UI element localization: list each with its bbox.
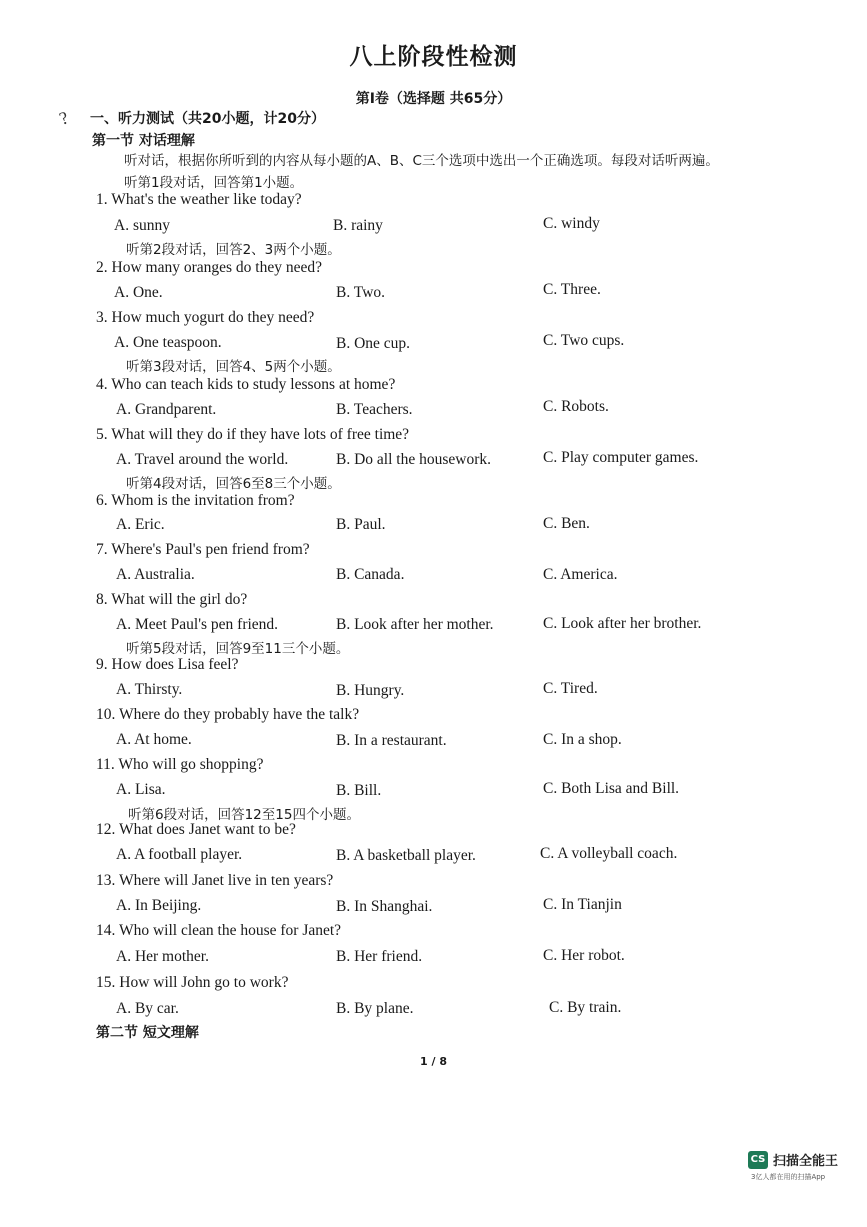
q4-option-a: A. Grandparent. <box>116 401 217 418</box>
scanner-logo-icon: CS <box>748 1151 768 1169</box>
q9-option-c: C. Tired. <box>543 680 598 697</box>
directions-text: 听对话，根据你所听到的内容从每小题的A、B、C三个选项中选出一个正确选项。每段对话听两遍。 <box>124 153 719 169</box>
q13-option-b: B. In Shanghai. <box>336 898 433 915</box>
q13-option-c: C. In Tianjin <box>543 896 622 913</box>
question-3: 3. How much yogurt do they need? <box>96 309 315 326</box>
question-15: 15. How will John go to work? <box>96 974 289 991</box>
q6-option-c: C. Ben. <box>543 515 590 532</box>
q14-option-b: B. Her friend. <box>336 948 423 965</box>
q4-option-b: B. Teachers. <box>336 401 413 418</box>
question-2: 2. How many oranges do they need? <box>96 259 322 276</box>
instruction-1: 听第1段对话，回答第1小题。 <box>124 175 304 191</box>
q1-option-a: A. sunny <box>114 217 170 234</box>
q15-option-c: C. By train. <box>549 999 622 1016</box>
q1-option-c: C. windy <box>543 215 600 232</box>
question-1: 1. What's the weather like today? <box>96 191 302 208</box>
q8-option-b: B. Look after her mother. <box>336 616 494 633</box>
q1-option-b: B. rainy <box>333 217 383 234</box>
question-10: 10. Where do they probably have the talk? <box>96 706 360 723</box>
q11-option-a: A. Lisa. <box>116 781 166 798</box>
question-7: 7. Where's Paul's pen friend from? <box>96 541 310 558</box>
q12-option-c: C. A volleyball coach. <box>540 845 678 862</box>
section-heading-2: 第二节 短文理解 <box>96 1025 199 1041</box>
q8-option-c: C. Look after her brother. <box>543 615 702 632</box>
q10-option-b: B. In a restaurant. <box>336 732 447 749</box>
q15-option-b: B. By plane. <box>336 1000 414 1017</box>
question-14: 14. Who will clean the house for Janet? <box>96 922 342 939</box>
q10-option-a: A. At home. <box>116 731 192 748</box>
q5-option-b: B. Do all the housework. <box>336 451 491 468</box>
q5-option-a: A. Travel around the world. <box>116 451 289 468</box>
q3-option-a: A. One teaspoon. <box>114 334 222 351</box>
question-5: 5. What will they do if they have lots of free time? <box>96 426 410 443</box>
q2-option-a: A. One. <box>114 284 163 301</box>
instruction-3: 听第3段对话，回答4、5两个小题。 <box>126 359 341 375</box>
instruction-2: 听第2段对话，回答2、3两个小题。 <box>126 242 341 258</box>
question-11: 11. Who will go shopping? <box>96 756 264 773</box>
q4-option-c: C. Robots. <box>543 398 609 415</box>
q10-option-c: C. In a shop. <box>543 731 622 748</box>
q13-option-a: A. In Beijing. <box>116 897 202 914</box>
q12-option-a: A. A football player. <box>116 846 243 863</box>
scanner-logo-name: 扫描全能王 <box>773 1154 839 1169</box>
q9-option-b: B. Hungry. <box>336 682 405 699</box>
question-8: 8. What will the girl do? <box>96 591 248 608</box>
section-heading-1: 第一节 对话理解 <box>92 133 195 149</box>
q2-option-b: B. Two. <box>336 284 386 301</box>
document-title: 八上阶段性检测 <box>349 44 518 70</box>
q5-option-c: C. Play computer games. <box>543 449 699 466</box>
q7-option-c: C. America. <box>543 566 618 583</box>
q9-option-a: A. Thirsty. <box>116 681 183 698</box>
instruction-5: 听第5段对话，回答9至11三个小题。 <box>126 641 350 657</box>
scanner-tagline: 3亿人都在用的扫描App <box>751 1173 826 1181</box>
question-12: 12. What does Janet want to be? <box>96 821 296 838</box>
question-6: 6. Whom is the invitation from? <box>96 492 295 509</box>
q7-option-b: B. Canada. <box>336 566 405 583</box>
q11-option-b: B. Bill. <box>336 782 382 799</box>
q11-option-c: C. Both Lisa and Bill. <box>543 780 680 797</box>
q15-option-a: A. By car. <box>116 1000 179 1017</box>
q14-option-c: C. Her robot. <box>543 947 625 964</box>
q7-option-a: A. Australia. <box>116 566 195 583</box>
instruction-6: 听第6段对话，回答12至15四个小题。 <box>128 807 360 823</box>
q6-option-a: A. Eric. <box>116 516 165 533</box>
part-heading: 一、听力测试（共20小题，计20分） <box>90 111 325 127</box>
scanner-watermark <box>748 1150 838 1169</box>
q3-option-c: C. Two cups. <box>543 332 625 349</box>
question-9: 9. How does Lisa feel? <box>96 656 239 673</box>
q12-option-b: B. A basketball player. <box>336 847 476 864</box>
paper-subtitle: 第Ⅰ卷（选择题 共65分） <box>355 91 512 107</box>
question-4: 4. Who can teach kids to study lessons at home? <box>96 376 396 393</box>
margin-handwriting-mark: ? <box>56 107 72 129</box>
q8-option-a: A. Meet Paul's pen friend. <box>116 616 279 633</box>
q6-option-b: B. Paul. <box>336 516 386 533</box>
instruction-4: 听第4段对话，回答6至8三个小题。 <box>126 476 341 492</box>
q2-option-c: C. Three. <box>543 281 601 298</box>
page-number: 1 / 8 <box>420 1055 447 1068</box>
question-13: 13. Where will Janet live in ten years? <box>96 872 334 889</box>
q14-option-a: A. Her mother. <box>116 948 209 965</box>
q3-option-b: B. One cup. <box>336 335 411 352</box>
